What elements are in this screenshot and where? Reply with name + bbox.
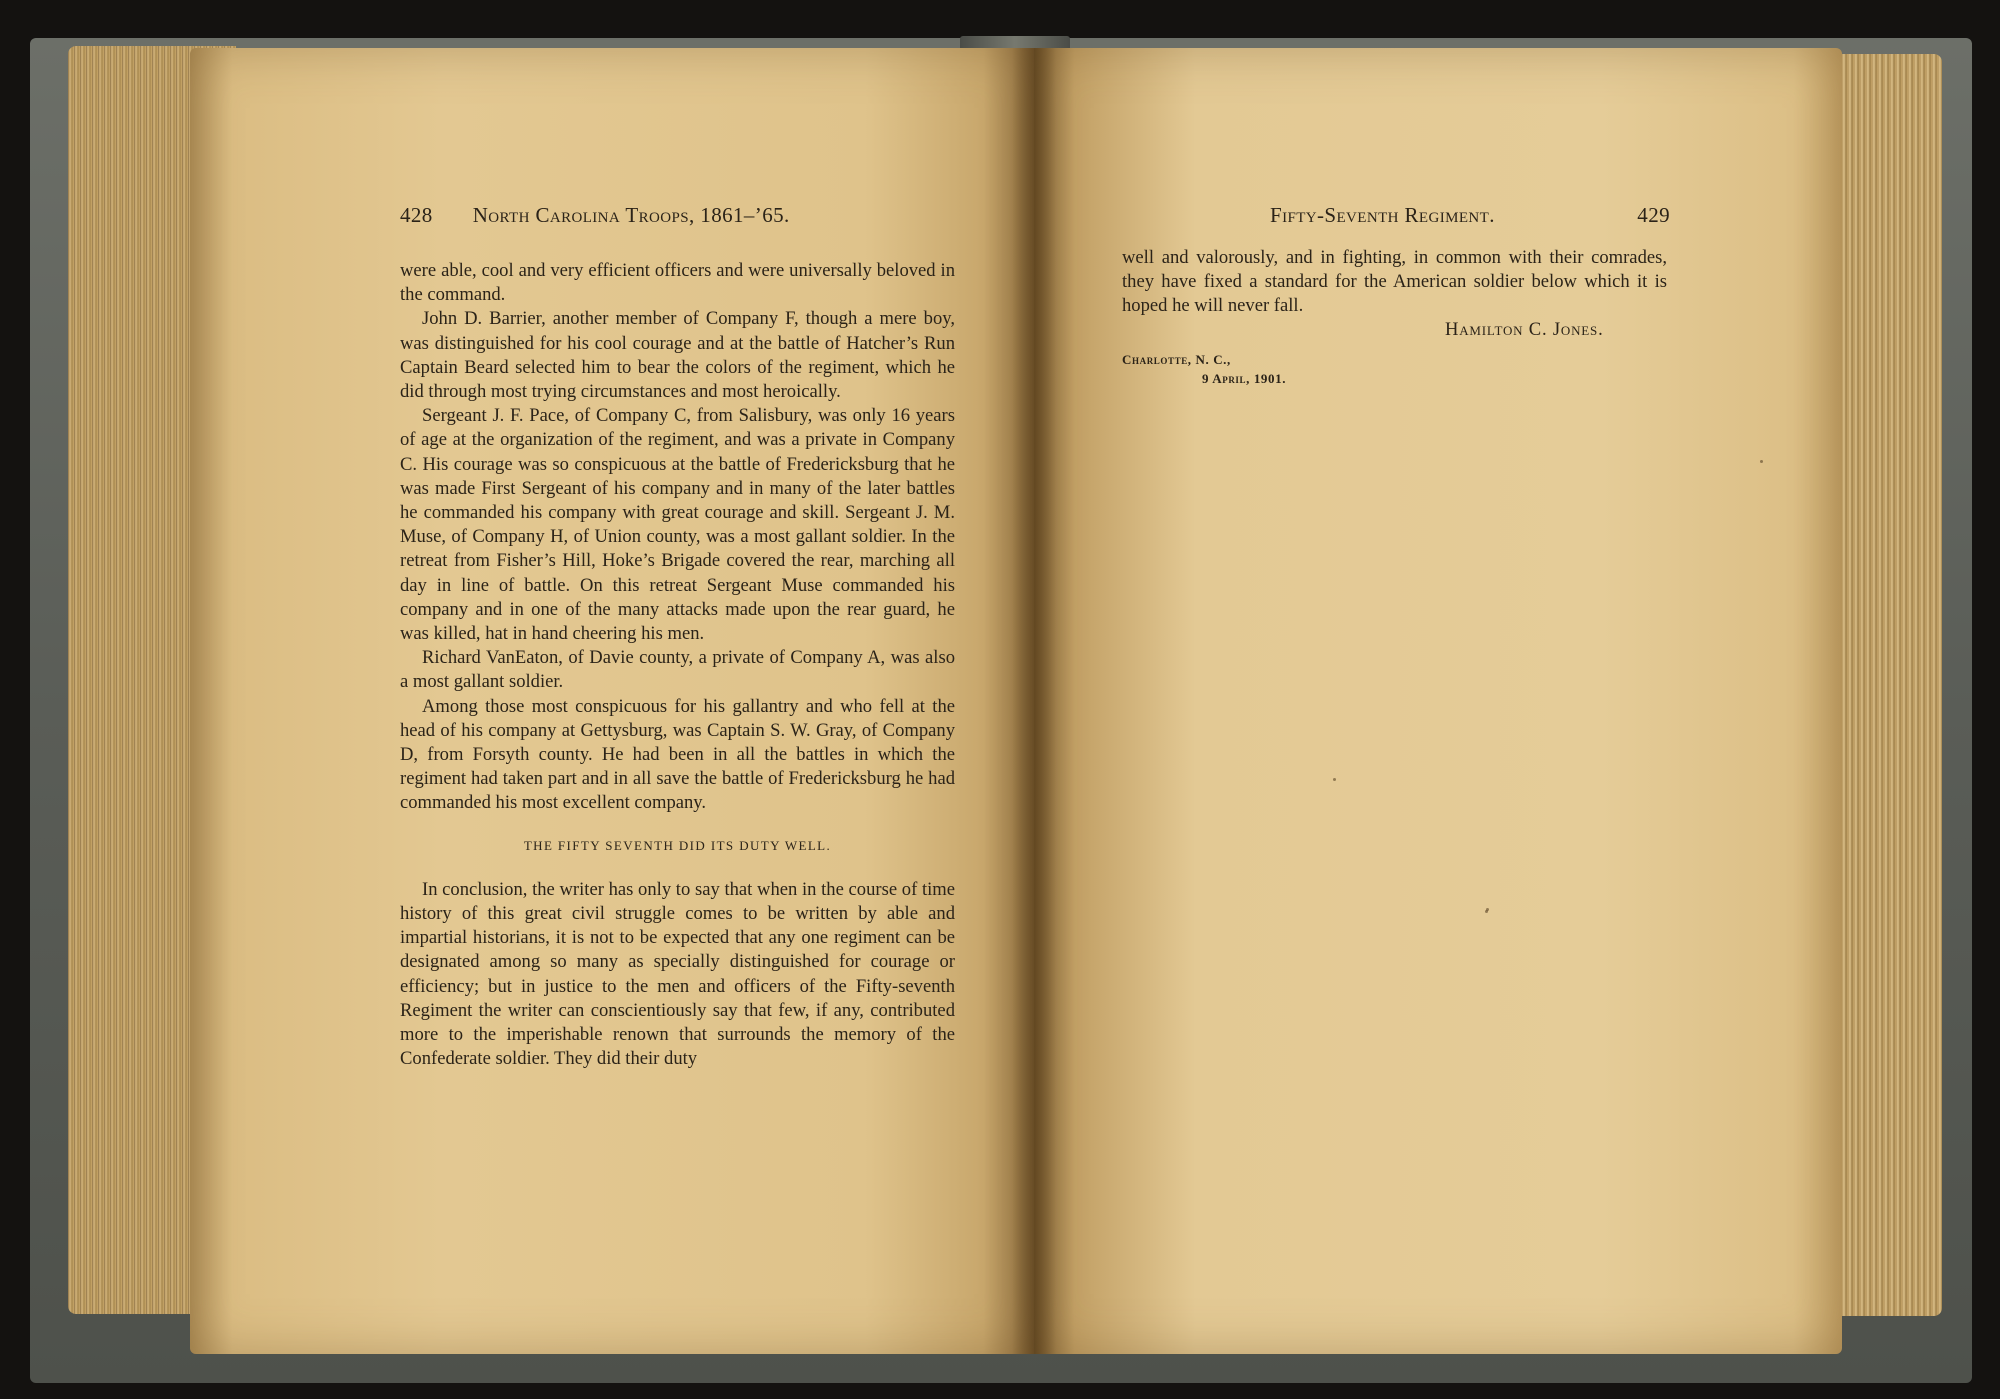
date-line: 9 April, 1901. — [1202, 371, 1287, 386]
left-folio: 428 — [400, 203, 433, 227]
closing-paragraph: In conclusion, the writer has only to say that when in the course of time history of this great civil struggle comes to be written by able and impartial historians, it is not to be expected that any one regiment can be designated among so many as specially distinguished for courage or efficiency; but in justice to the men and officers of the Fifty-seventh Regiment the writer can conscientiously say that few, if any, contributed more to the imperishable renown that surrounds the memory of the Confederate soldier. They did their duty — [400, 878, 955, 1070]
paragraph: John D. Barrier, another member of Company F, though a mere boy, was distinguished for his cool courage and at the battle of Hatcher’s Run Captain Beard selected him to bear the colors of the regiment, which he did through most trying circumstances and most heroically. — [400, 308, 955, 403]
right-folio: 429 — [1637, 203, 1670, 227]
signature: Hamilton C. Jones. — [1445, 319, 1604, 340]
book-gutter — [1012, 48, 1056, 1354]
paragraph: Richard VanEaton, of Davie county, a private of Company A, was also a most gallant soldier. — [400, 647, 955, 693]
left-page-text — [400, 259, 955, 1072]
paper-speck — [1333, 778, 1336, 781]
paragraph: were able, cool and very efficient officers and were universally beloved in the command. — [400, 260, 955, 306]
paragraph: well and valorously, and in fighting, in common with their comrades, they have fixed a standard for the American soldier below which it is hoped he will never fall. — [1122, 247, 1667, 317]
paragraph: Sergeant J. F. Pace, of Company C, from Salisbury, was only 16 years of age at the organization of the regiment, and was a private in Company C. His courage was so conspicuous at the battle of Fredericksburg that he was made First Sergeant of his company and in many of the later battles he commanded his company with great courage and skill. Sergeant J. M. Muse, of Company H, of Union county, was a most gallant soldier. In the retreat from Fisher’s Hill, Hoke’s Brigade covered the rear, marching all day in line of battle. On this retreat Sergeant Muse commanded his company and in one of the many attacks made upon the rear guard, he was killed, hat in hand cheering his men. — [400, 405, 955, 645]
section-heading: THE FIFTY SEVENTH DID ITS DUTY WELL. — [523, 837, 832, 853]
left-running-head — [400, 203, 960, 228]
paper-speck — [1486, 908, 1489, 911]
right-page — [1034, 48, 1842, 1354]
paper-speck — [1760, 460, 1763, 463]
left-running-title: North Carolina Troops, 1861–’65. — [472, 203, 790, 227]
right-running-head — [1270, 203, 1670, 228]
paragraph: Among those most conspicuous for his gallantry and who fell at the head of his company at Gettysburg, was Captain S. W. Gray, of Company D, from Forsyth county. He had been in all the battles in which the regiment had taken part and in all save the battle of Fredericksburg he had commanded his most excellent company. — [400, 695, 955, 814]
right-page-text — [1122, 246, 1667, 319]
right-page-edges — [1830, 54, 1942, 1316]
right-running-title: Fifty-Seventh Regiment. — [1270, 203, 1495, 227]
place-line: Charlotte, N. C., — [1122, 352, 1231, 367]
